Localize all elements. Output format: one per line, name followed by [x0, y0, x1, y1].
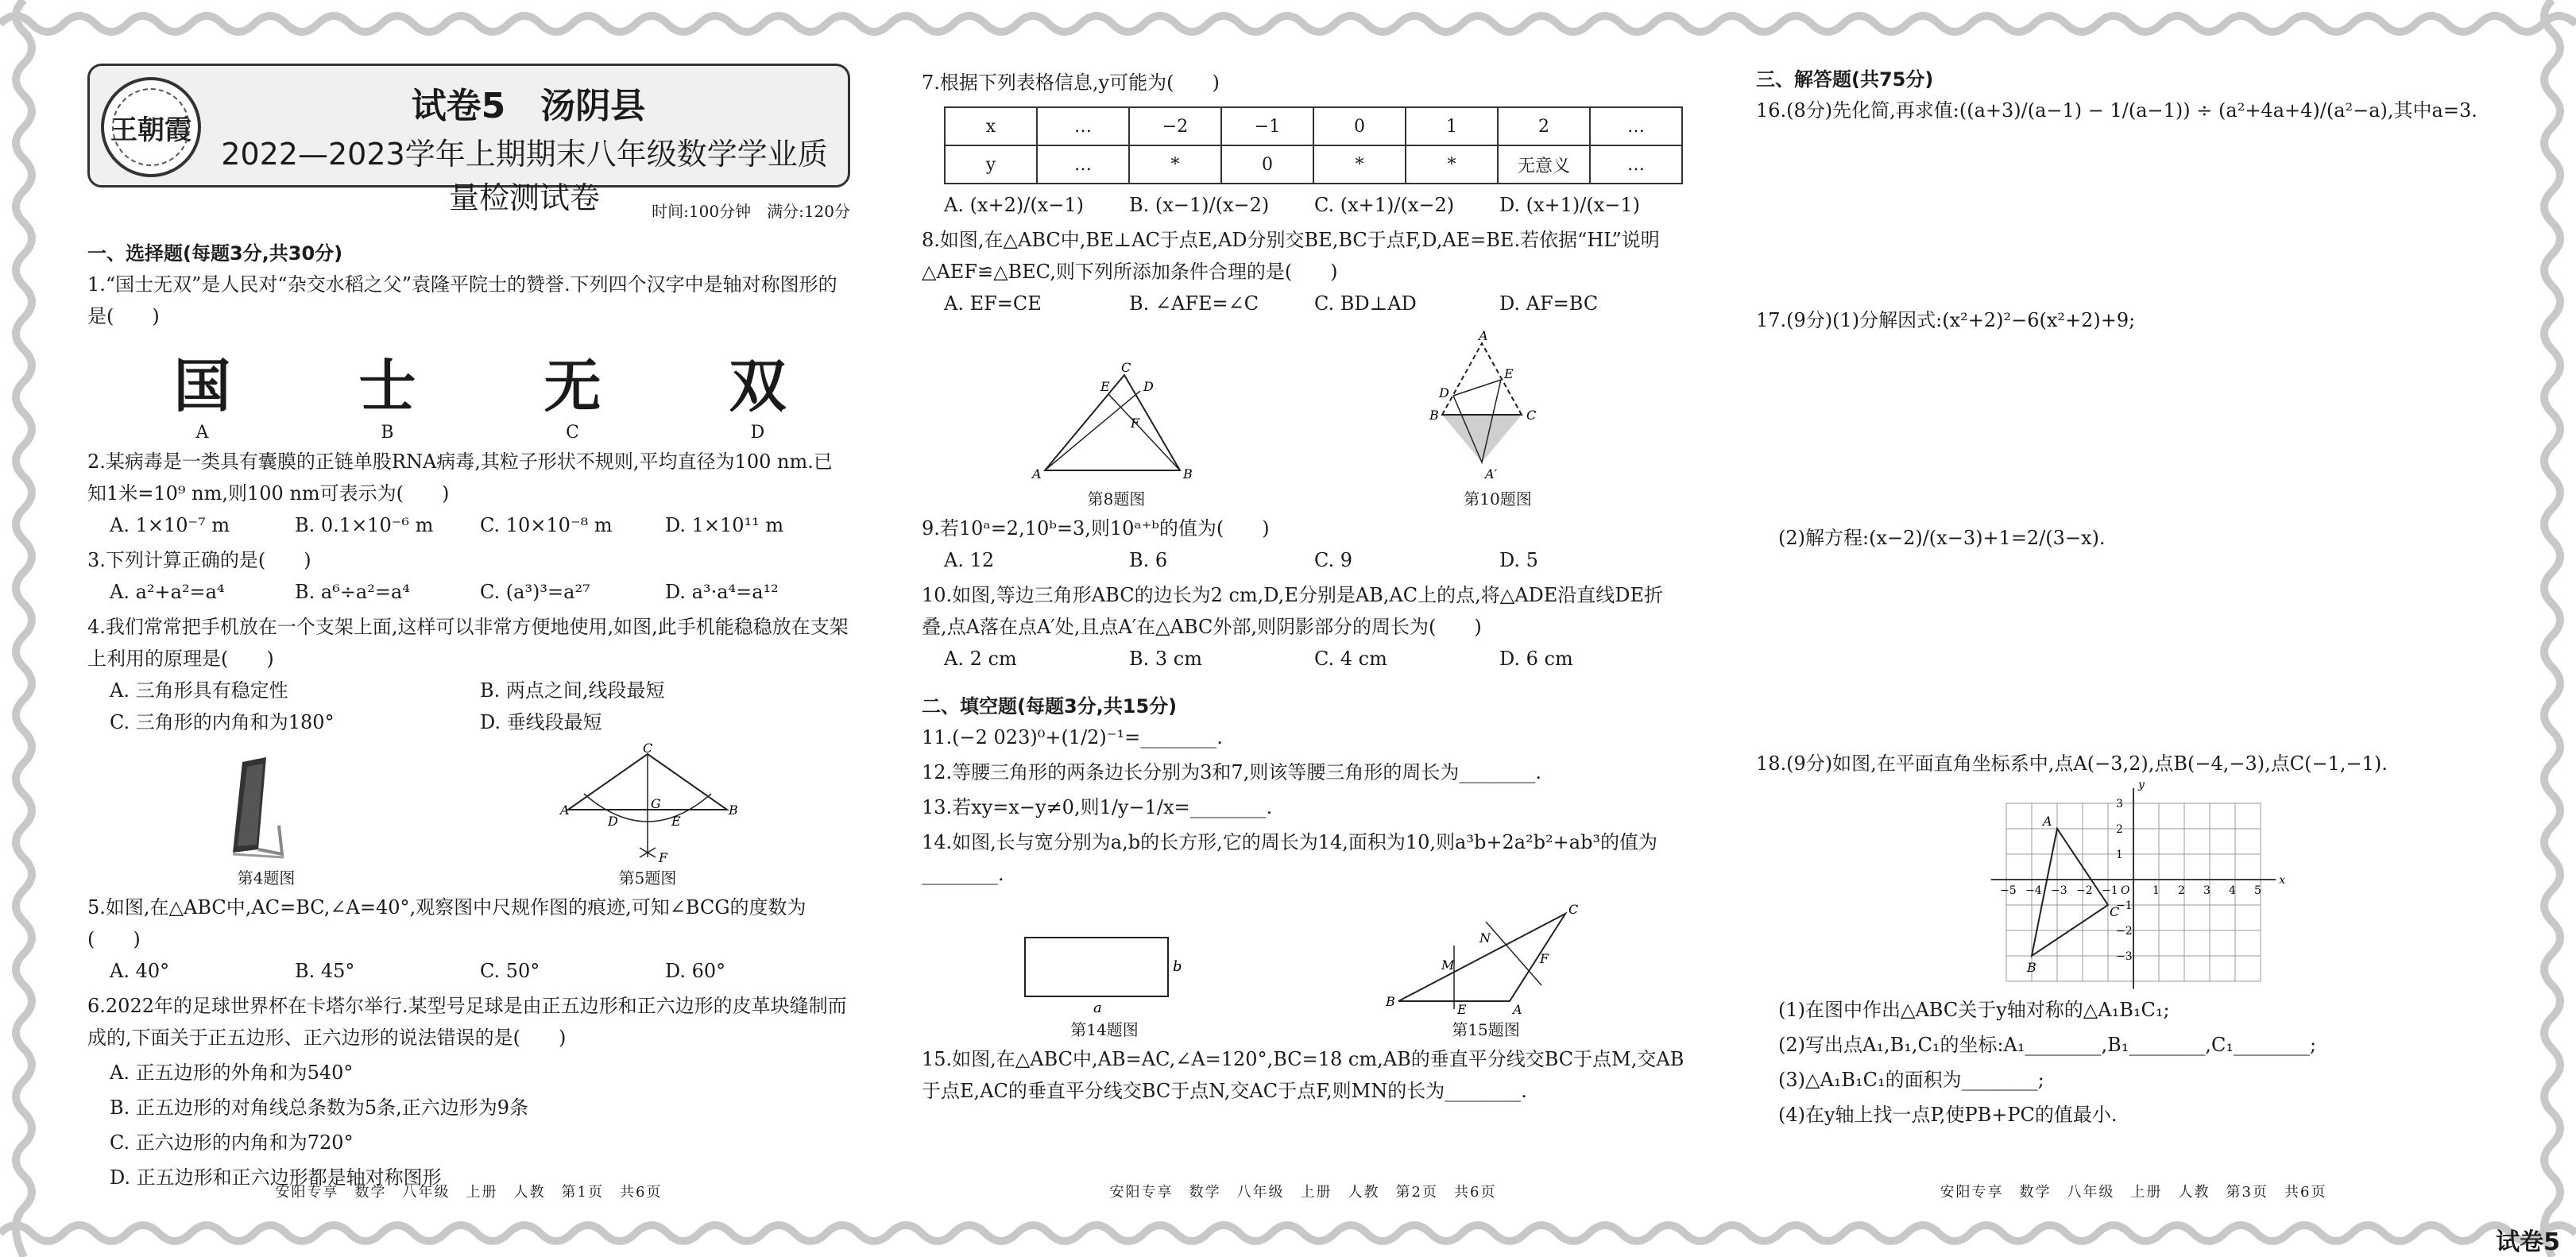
x-tick-label: 2 — [2178, 884, 2185, 897]
y-tick-label: −3 — [2116, 950, 2133, 963]
q7-row-y — [945, 145, 1682, 184]
q4-options-row1 — [87, 675, 850, 706]
question-10: 10.如图,等边三角形ABC的边长为2 cm,D,E分别是AB,AC上的点,将△ADE沿直线DE折叠,点A落在点A′处,且点A′在△ABC外部,则阴影部分的周长为( ) — [922, 584, 1664, 638]
q7-cell: * — [1129, 145, 1221, 184]
q7-option-c: C. (x+1)/(x−2) — [1314, 194, 1455, 216]
page-3 — [1756, 64, 2511, 1201]
q2-option-d: D. 1×10¹¹ m — [665, 514, 784, 536]
wavy-border-right — [2528, 0, 2576, 1257]
x-tick-label: −3 — [2051, 884, 2067, 897]
svg-text:D: D — [608, 814, 618, 829]
footer-page-1: 安阳专享 数学 八年级 上册 人教 第1页 共6页 — [275, 1184, 663, 1201]
q1-letter-b: B — [381, 423, 394, 443]
svg-text:B: B — [1429, 408, 1439, 423]
x-tick-label: 4 — [2229, 884, 2236, 897]
figure-10 — [1418, 327, 1577, 509]
question-16: 16.(8分)先化简,再求值:((a+3)/(a−1) − 1/(a−1)) ÷ (a²+4a+4)/(a²−a),其中a=3. — [1756, 99, 2477, 122]
q6-option-d: D. 正五边形和正六边形都是轴对称图形 — [110, 1166, 442, 1189]
figure-5-caption: 第5题图 — [618, 868, 677, 888]
figure-15-caption: 第15题图 — [1452, 1020, 1520, 1039]
q5-option-a: A. 40° — [110, 960, 170, 982]
svg-text:G: G — [651, 796, 661, 811]
q3-option-a: A. a²+a²=a⁴ — [110, 581, 225, 603]
q1-char-c: 无 — [543, 353, 601, 420]
question-7: 7.根据下列表格信息,y可能为( ) — [922, 72, 1220, 94]
q10-option-c: C. 4 cm — [1314, 648, 1387, 670]
page-1 — [87, 64, 850, 1201]
q18-sub-4: (4)在y轴上找一点P,使PB+PC的值最小. — [1778, 1104, 2118, 1126]
q9-options — [922, 544, 1684, 576]
svg-text:N: N — [1479, 930, 1491, 946]
folded-triangle-q10-diagram — [1418, 327, 1577, 486]
svg-text:D: D — [1439, 385, 1449, 400]
vertex-label-b: B — [2027, 960, 2036, 975]
q5-options — [87, 955, 850, 987]
q3-option-b: B. a⁶÷a²=a⁴ — [295, 581, 410, 603]
q10-option-a: A. 2 cm — [944, 648, 1017, 670]
x-tick-label: 3 — [2203, 884, 2210, 897]
phone-stand-illustration — [203, 746, 330, 865]
svg-text:D: D — [1143, 379, 1154, 394]
q1-letter-c: C — [566, 423, 579, 443]
q6-option-a: A. 正五边形的外角和为540° — [110, 1062, 354, 1084]
q3-option-c: C. (a³)³=a²⁷ — [480, 581, 590, 603]
logo-text: 王朝霞 — [110, 114, 191, 146]
section-3-heading: 三、解答题(共75分) — [1756, 68, 1934, 91]
svg-text:A: A — [1479, 328, 1488, 343]
question-11: 11.(−2 023)⁰+(1/2)⁻¹=________. — [922, 726, 1223, 748]
time-info: 时间:100分钟 满分:120分 — [652, 202, 850, 221]
q9-option-c: C. 9 — [1314, 549, 1353, 571]
q4-option-c: C. 三角形的内角和为180° — [110, 711, 335, 733]
section-1-heading: 一、选择题(每题3分,共30分) — [87, 242, 343, 265]
question-17-part-1: 17.(9分)(1)分解因式:(x²+2)²−6(x²+2)+9; — [1756, 309, 2136, 331]
q9-option-d: D. 5 — [1499, 549, 1538, 571]
figure-4-caption: 第4题图 — [237, 868, 296, 888]
question-13: 13.若xy=x−y≠0,则1/y−1/x=________. — [922, 796, 1273, 818]
q8-q10-figures — [922, 327, 1684, 509]
section-2-heading: 二、填空题(每题3分,共15分) — [922, 695, 1178, 717]
figure-8-caption: 第8题图 — [1087, 489, 1146, 509]
question-14: 14.如图,长与宽分别为a,b的长方形,它的周长为14,面积为10,则a³b+2a²b²+ab³的值为________. — [922, 831, 1658, 885]
q2-option-b: B. 0.1×10⁻⁶ m — [295, 514, 434, 536]
q2-option-a: A. 1×10⁻⁷ m — [110, 514, 230, 536]
q7-cell: … — [1590, 107, 1682, 145]
figure-5 — [560, 741, 738, 888]
y-axis-label: y — [2138, 778, 2145, 791]
question-18: 18.(9分)如图,在平面直角坐标系中,点A(−3,2),点B(−4,−3),点C(−1,−1). — [1756, 752, 2388, 775]
q6-option-c: C. 正六边形的内角和为720° — [110, 1131, 354, 1154]
figure-14 — [1017, 922, 1192, 1040]
triangle-construction-diagram — [560, 741, 738, 865]
svg-text:E: E — [671, 814, 681, 829]
q7-options — [922, 189, 1684, 221]
q10-option-b: B. 3 cm — [1129, 648, 1202, 670]
question-5: 5.如图,在△ABC中,AC=BC,∠A=40°,观察图中尺规作图的痕迹,可知∠BCG的度数为( ) — [87, 896, 806, 950]
svg-text:A: A — [1032, 466, 1042, 482]
exam-number-corner: 试卷5 — [2496, 1228, 2560, 1256]
q4-options-row2 — [87, 706, 850, 738]
svg-text:E: E — [1457, 1002, 1467, 1017]
answer-space-17-2 — [1756, 554, 2511, 745]
q1-letter-d: D — [750, 423, 765, 443]
exam-title: 试卷5 汤阴县 — [411, 86, 646, 126]
q8-option-b: B. ∠AFE=∠C — [1129, 292, 1259, 315]
question-4: 4.我们常常把手机放在一个支架上面,这样可以非常方便地使用,如图,此手机能稳稳放在支架上利用的原理是( ) — [87, 616, 849, 670]
svg-text:b: b — [1173, 958, 1182, 975]
q1-letters — [87, 423, 850, 443]
q8-option-c: C. BD⊥AD — [1314, 292, 1417, 315]
wavy-border-top — [0, 0, 2576, 48]
y-tick-label: 1 — [2116, 849, 2123, 861]
q7-option-d: D. (x+1)/(x−1) — [1499, 194, 1641, 216]
question-3: 3.下列计算正确的是( ) — [87, 549, 311, 571]
q1-char-a: 国 — [173, 353, 231, 420]
q8-option-d: D. AF=BC — [1499, 292, 1599, 315]
x-tick-label: −5 — [2000, 884, 2017, 897]
question-8: 8.如图,在△ABC中,BE⊥AC于点E,AD分别交BE,BC于点F,D,AE=BE.若依据“HL”说明△AEF≌△BEC,则下列所添加条件合理的是( ) — [922, 229, 1660, 283]
q7-cell: −1 — [1221, 107, 1313, 145]
figure-18 — [1756, 778, 2511, 991]
svg-text:a: a — [1093, 1000, 1102, 1016]
q7-cell: x — [945, 107, 1037, 145]
publisher-logo — [101, 77, 201, 177]
q1-char-b: 士 — [358, 353, 416, 420]
q4-q5-figures — [87, 741, 850, 888]
y-tick-label: −1 — [2116, 899, 2133, 912]
svg-text:A′: A′ — [1485, 466, 1498, 482]
q7-cell: y — [945, 145, 1037, 184]
q7-cell: … — [1590, 145, 1682, 184]
triangle-abc — [2032, 829, 2108, 956]
q2-option-c: C. 10×10⁻⁸ m — [480, 514, 613, 536]
q18-sub-3: (3)△A₁B₁C₁的面积为________; — [1778, 1069, 2044, 1091]
triangle-abc-q8-diagram — [1029, 351, 1204, 486]
q7-cell: … — [1037, 145, 1129, 184]
answer-space-17-1 — [1756, 336, 2511, 519]
question-6: 6.2022年的足球世界杯在卡塔尔举行.某型号足球是由正五边形和正六边形的皮革块缝制而成的,下面关于正五边形、正六边形的说法错误的是( ) — [87, 995, 847, 1049]
svg-text:B: B — [1386, 994, 1395, 1009]
q2-options — [87, 509, 850, 541]
wavy-border-bottom — [0, 1209, 2576, 1257]
q5-option-c: C. 50° — [480, 960, 540, 982]
question-17-part-2: (2)解方程:(x−2)/(x−3)+1=2/(3−x). — [1778, 527, 2106, 549]
q9-option-a: A. 12 — [944, 549, 995, 571]
q5-option-d: D. 60° — [665, 960, 726, 982]
figure-15 — [1383, 898, 1589, 1040]
q7-cell: 1 — [1406, 107, 1498, 145]
svg-text:B: B — [729, 803, 738, 818]
vertex-label-c: C — [2110, 904, 2120, 919]
q7-row-x — [945, 107, 1682, 145]
rectangle-q14-diagram — [1017, 922, 1192, 1017]
exam-subtitle: 2022—2023学年上期期末八年级数学学业质量检测试卷 — [221, 137, 828, 215]
q7-cell: * — [1406, 145, 1498, 184]
x-tick-label: −4 — [2025, 884, 2042, 897]
figure-4 — [203, 746, 330, 888]
figure-10-caption: 第10题图 — [1464, 489, 1532, 509]
q7-cell: 无意义 — [1498, 145, 1590, 184]
x-tick-label: −1 — [2102, 884, 2118, 897]
q4-option-b: B. 两点之间,线段最短 — [480, 679, 665, 702]
svg-text:C: C — [643, 741, 653, 756]
q7-cell: 2 — [1498, 107, 1590, 145]
q7-option-a: A. (x+2)/(x−1) — [944, 194, 1084, 216]
svg-text:E: E — [1504, 366, 1514, 381]
footer-page-3: 安阳专享 数学 八年级 上册 人教 第3页 共6页 — [1940, 1184, 2327, 1201]
svg-text:A: A — [560, 803, 570, 818]
question-9: 9.若10ᵃ=2,10ᵇ=3,则10ᵃ⁺ᵇ的值为( ) — [922, 517, 1270, 540]
q7-table — [944, 106, 1683, 184]
q8-option-a: A. EF=CE — [944, 292, 1042, 315]
x-axis-label: x — [2279, 874, 2286, 887]
wavy-border-left — [0, 0, 48, 1257]
q7-cell: −2 — [1129, 107, 1221, 145]
q14-q15-figures — [922, 898, 1684, 1040]
x-tick-label: 5 — [2254, 884, 2261, 897]
q5-option-b: B. 45° — [295, 960, 355, 982]
svg-text:C: C — [1568, 902, 1579, 917]
q10-option-d: D. 6 cm — [1499, 648, 1573, 670]
svg-text:F: F — [1540, 951, 1549, 966]
svg-text:F: F — [659, 850, 668, 865]
svg-text:M: M — [1441, 957, 1455, 973]
svg-text:F: F — [1131, 416, 1140, 431]
q4-option-a: A. 三角形具有稳定性 — [110, 679, 288, 702]
x-tick-label: −2 — [2076, 884, 2093, 897]
footer-page-2: 安阳专享 数学 八年级 上册 人教 第2页 共6页 — [1109, 1184, 1497, 1201]
q18-sub-2: (2)写出点A₁,B₁,C₁的坐标:A₁________,B₁________,C₁________; — [1778, 1034, 2317, 1056]
q10-options — [922, 643, 1684, 675]
q6-option-b: B. 正五边形的对角线总条数为5条,正六边形为9条 — [110, 1096, 529, 1119]
question-1: 1.“国士无双”是人民对“杂交水稻之父”袁隆平院士的赞誉.下列四个汉字中是轴对称图形的是( ) — [87, 273, 837, 327]
y-tick-label: 3 — [2116, 798, 2123, 810]
x-tick-label: 1 — [2152, 884, 2160, 897]
svg-text:E: E — [1100, 379, 1110, 394]
question-12: 12.等腰三角形的两条边长分别为3和7,则该等腰三角形的周长为________. — [922, 761, 1541, 783]
q1-characters — [87, 340, 850, 423]
triangle-bisectors-q15-diagram — [1383, 898, 1589, 1017]
q4-option-d: D. 垂线段最短 — [480, 711, 602, 733]
q3-options — [87, 576, 850, 608]
question-2: 2.某病毒是一类具有囊膜的正链单股RNA病毒,其粒子形状不规则,平均直径为100 nm.已知1米=10⁹ nm,则100 nm可表示为( ) — [87, 451, 833, 505]
y-tick-label: −2 — [2116, 925, 2133, 938]
y-tick-label: 2 — [2116, 823, 2123, 836]
q3-option-d: D. a³·a⁴=a¹² — [665, 581, 779, 603]
q7-cell: … — [1037, 107, 1129, 145]
question-15: 15.如图,在△ABC中,AB=AC,∠A=120°,BC=18 cm,AB的垂直平分线交BC于点M,交AB于点E,AC的垂直平分线交BC于点N,交AC于点F,则MN的长为________. — [922, 1048, 1684, 1102]
svg-text:A: A — [1513, 1002, 1522, 1017]
q1-char-d: 双 — [729, 353, 787, 420]
figure-14-caption: 第14题图 — [1070, 1020, 1139, 1039]
q7-cell: * — [1313, 145, 1406, 184]
origin-label: O — [2121, 884, 2130, 897]
q7-cell: 0 — [1221, 145, 1313, 184]
svg-text:C: C — [1121, 360, 1131, 375]
q1-letter-a: A — [195, 423, 209, 443]
q7-option-b: B. (x−1)/(x−2) — [1129, 194, 1270, 216]
vertex-label-a: A — [2043, 814, 2052, 829]
svg-text:C: C — [1526, 408, 1537, 423]
page-2 — [922, 64, 1684, 1201]
q7-cell: 0 — [1313, 107, 1406, 145]
svg-text:B: B — [1183, 466, 1193, 482]
q18-sub-1: (1)在图中作出△ABC关于y轴对称的△A₁B₁C₁; — [1778, 999, 2170, 1021]
q8-options — [922, 288, 1684, 319]
q9-option-b: B. 6 — [1129, 549, 1168, 571]
coordinate-grid-q18 — [1967, 778, 2300, 991]
answer-space-16 — [1756, 126, 2511, 301]
figure-8 — [1029, 351, 1204, 509]
